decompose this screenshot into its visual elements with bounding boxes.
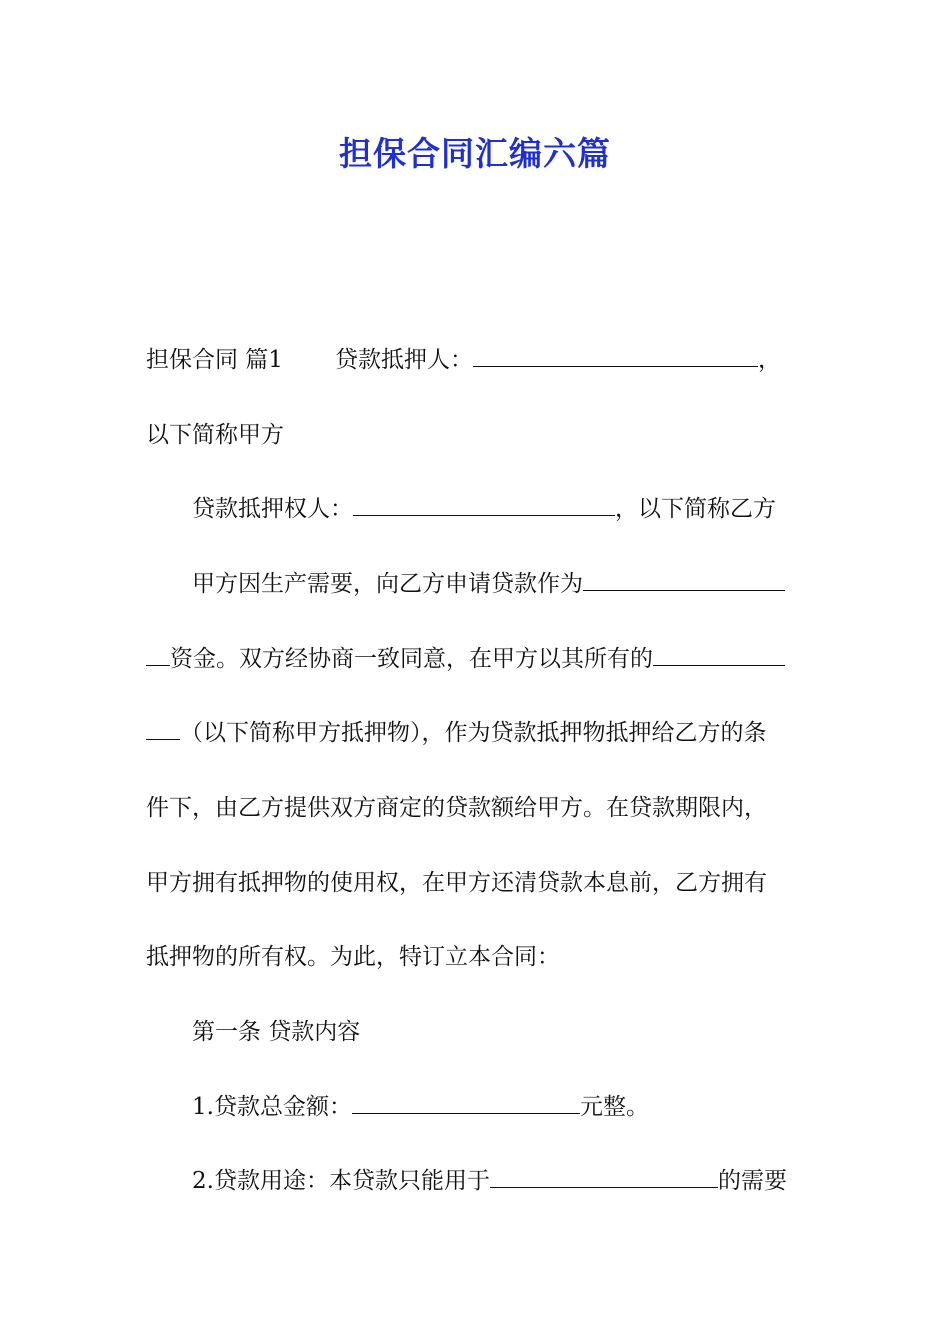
comma: ，: [757, 347, 781, 373]
document-title: 担保合同汇编六篇: [339, 134, 611, 173]
funds-blank: [146, 645, 170, 666]
line-funds: [146, 644, 785, 674]
line-collateral: [146, 718, 767, 748]
lender-blank: [353, 495, 615, 516]
article-heading: 第一条 贷款内容: [192, 1019, 361, 1045]
party-b-text: ，以下简称乙方: [615, 496, 776, 522]
line-conditions: 件下，由乙方提供双方商定的贷款额给甲方。在贷款期限内，: [146, 795, 767, 821]
usage-blank: [490, 1167, 718, 1188]
line-loan-usage: [192, 1166, 787, 1196]
line-usage-right: 甲方拥有抵押物的使用权，在甲方还清贷款本息前，乙方拥有: [146, 870, 767, 896]
line-borrower: [146, 345, 781, 375]
amount-blank: [352, 1093, 580, 1114]
line-loan-amount: [192, 1092, 649, 1122]
collateral-blank: [653, 645, 785, 666]
purpose-blank: [583, 570, 785, 591]
line-purpose: [192, 569, 785, 599]
lender-label: 贷款抵押权人：: [192, 496, 353, 522]
line-lender: [192, 494, 776, 524]
collateral-text: （以下简称甲方抵押物），作为贷款抵押物抵押给乙方的条: [180, 720, 767, 746]
amount-label: 1.贷款总金额：: [192, 1094, 352, 1120]
line-party-a: 以下简称甲方: [146, 422, 284, 448]
usage-suffix: 的需要: [717, 1168, 787, 1194]
amount-suffix: 元整。: [579, 1094, 649, 1120]
funds-text: 资金。双方经协商一致同意，在甲方以其所有的: [170, 646, 653, 672]
usage-label: 2.贷款用途：本贷款只能用于: [192, 1168, 490, 1194]
borrower-blank: [473, 346, 758, 367]
line-ownership: 抵押物的所有权。为此，特订立本合同：: [146, 944, 560, 970]
borrower-label: 贷款抵押人：: [334, 347, 473, 373]
purpose-text: 甲方因生产需要，向乙方申请贷款作为: [192, 571, 583, 597]
section-heading: 担保合同 篇1: [146, 347, 283, 373]
collateral-blank-2: [146, 719, 180, 740]
